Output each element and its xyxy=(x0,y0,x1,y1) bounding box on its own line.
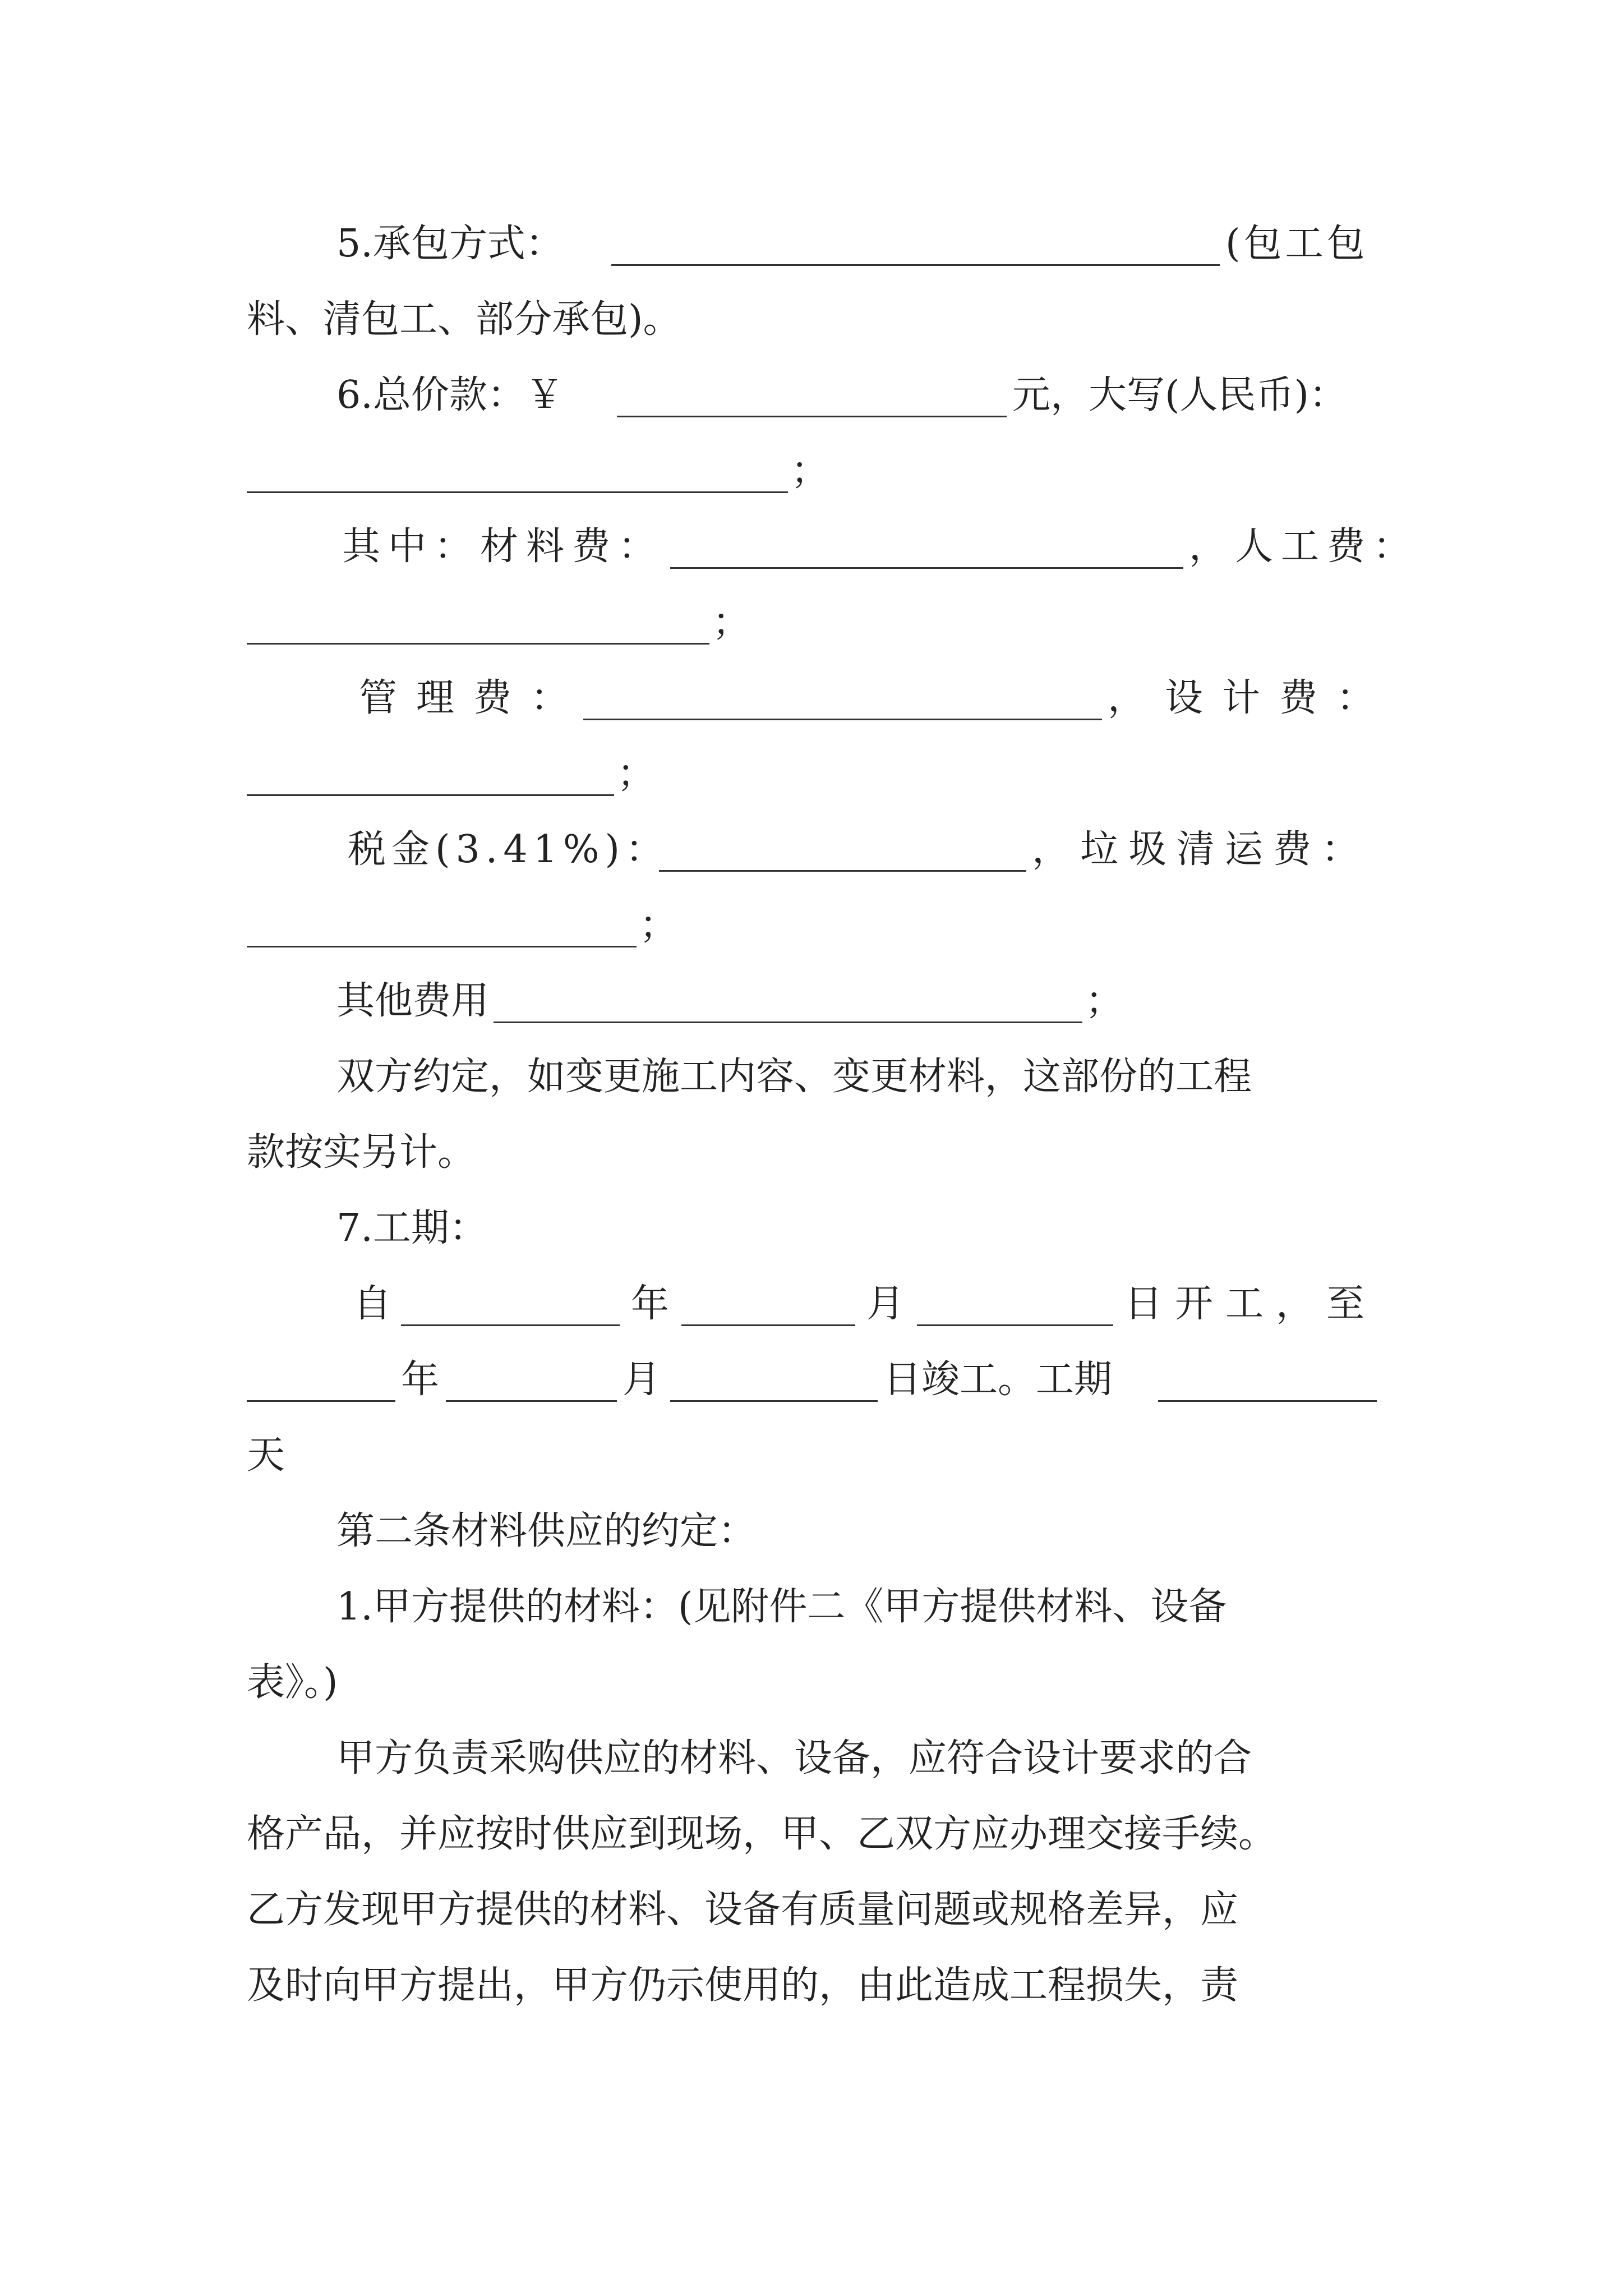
agreement-text-1: 双方约定，如变更施工内容、变更材料，这部份的工程 xyxy=(336,1055,1252,1099)
start-day-blank[interactable] xyxy=(917,1324,1113,1326)
labor-fee-blank[interactable] xyxy=(247,643,709,645)
total-price-uppercase-blank[interactable] xyxy=(247,491,788,493)
start-year-label: 年 xyxy=(631,1282,670,1326)
responsibility-line-4 xyxy=(0,1958,1623,2014)
duration-days-blank[interactable] xyxy=(1158,1400,1377,1402)
management-fee-label: 管理费： xyxy=(359,676,588,720)
duration-heading: 7.工期： xyxy=(336,1206,487,1250)
tax-line xyxy=(0,822,1623,878)
total-price-blank[interactable] xyxy=(617,416,1007,417)
material-fee-blank[interactable] xyxy=(670,567,1183,569)
other-fee-blank[interactable] xyxy=(494,1022,1082,1023)
duration-days-line xyxy=(0,1428,1623,1484)
end-year-blank[interactable] xyxy=(247,1400,395,1402)
total-price-label: 6.总价款：￥ xyxy=(336,373,564,417)
start-year-blank[interactable] xyxy=(401,1324,620,1326)
responsibility-text-2: 格产品，并应按时供应到现场，甲、乙双方应办理交接手续。 xyxy=(247,1812,1277,1856)
material-fee-line xyxy=(0,519,1623,575)
supply-line-2 xyxy=(0,1655,1623,1711)
contract-mode-line xyxy=(0,216,1623,272)
other-fee-end: ； xyxy=(1085,979,1124,1023)
management-fee-blank[interactable] xyxy=(583,719,1102,720)
article-2-title: 第二条材料供应的约定： xyxy=(336,1509,757,1553)
labor-fee-line xyxy=(0,595,1623,651)
end-day-label: 日竣工。工期 xyxy=(883,1358,1113,1402)
supply-text-1: 1.甲方提供的材料：(见附件二《甲方提供材料、设备 xyxy=(336,1585,1227,1629)
design-fee-line xyxy=(0,746,1623,802)
article-2-line xyxy=(0,1503,1623,1559)
other-fee-label: 其他费用 xyxy=(336,979,490,1023)
responsibility-line-1 xyxy=(0,1731,1623,1787)
responsibility-text-1: 甲方负责采购供应的材料、设备，应符合设计要求的合 xyxy=(336,1736,1252,1780)
labor-fee-end: ； xyxy=(712,600,751,645)
labor-fee-label: ，人工费： xyxy=(1189,524,1419,569)
duration-heading-line xyxy=(0,1200,1623,1257)
design-fee-label: ，设计费： xyxy=(1108,676,1394,720)
material-fee-label: 其中：材料费： xyxy=(342,524,665,569)
supply-line-1 xyxy=(0,1579,1623,1635)
total-price-uppercase-line xyxy=(0,443,1623,499)
responsibility-text-3: 乙方发现甲方提供的材料、设备有质量问题或规格差异，应 xyxy=(247,1888,1239,1932)
start-month-blank[interactable] xyxy=(681,1324,855,1326)
end-month-label: 月 xyxy=(623,1358,661,1402)
responsibility-line-3 xyxy=(0,1882,1623,1938)
other-fee-line xyxy=(0,973,1623,1029)
end-day-blank[interactable] xyxy=(670,1400,878,1402)
agreement-line-2 xyxy=(0,1125,1623,1181)
contract-mode-cont-line xyxy=(0,292,1623,348)
garbage-fee-end: ； xyxy=(639,903,678,947)
end-month-blank[interactable] xyxy=(446,1400,617,1402)
garbage-fee-line xyxy=(0,898,1623,954)
garbage-fee-label: ，垃圾清运费： xyxy=(1032,827,1370,872)
contract-mode-blank[interactable] xyxy=(611,264,1220,266)
end-year-label: 年 xyxy=(401,1358,440,1402)
design-fee-end: ； xyxy=(617,752,656,796)
supply-text-2: 表》。) xyxy=(247,1660,338,1705)
total-price-end: ； xyxy=(791,449,829,493)
total-price-uppercase-label: 元，大写(人民币)： xyxy=(1012,373,1348,417)
tax-blank[interactable] xyxy=(659,870,1026,872)
responsibility-line-2 xyxy=(0,1806,1623,1862)
agreement-line-1 xyxy=(0,1049,1623,1105)
responsibility-text-4: 及时向甲方提出，甲方仍示使用的，由此造成工程损失，责 xyxy=(247,1963,1239,2008)
duration-from: 自 xyxy=(353,1282,392,1326)
start-day-label: 日开工，至 xyxy=(1124,1282,1377,1326)
duration-days-unit: 天 xyxy=(247,1433,285,1478)
duration-start-line xyxy=(0,1276,1623,1332)
tax-label: 税金(3.41%)： xyxy=(348,827,670,872)
total-price-line xyxy=(0,367,1623,424)
agreement-text-2: 款按实另计。 xyxy=(247,1130,476,1175)
garbage-fee-blank[interactable] xyxy=(247,946,637,947)
contract-mode-note: (包工包 xyxy=(1225,222,1368,266)
contract-mode-options: 料、清包工、部分承包)。 xyxy=(247,297,681,342)
management-fee-line xyxy=(0,670,1623,726)
duration-end-line xyxy=(0,1352,1623,1408)
contract-mode-label: 5.承包方式： xyxy=(336,222,564,266)
design-fee-blank[interactable] xyxy=(247,794,614,796)
start-month-label: 月 xyxy=(866,1282,905,1326)
